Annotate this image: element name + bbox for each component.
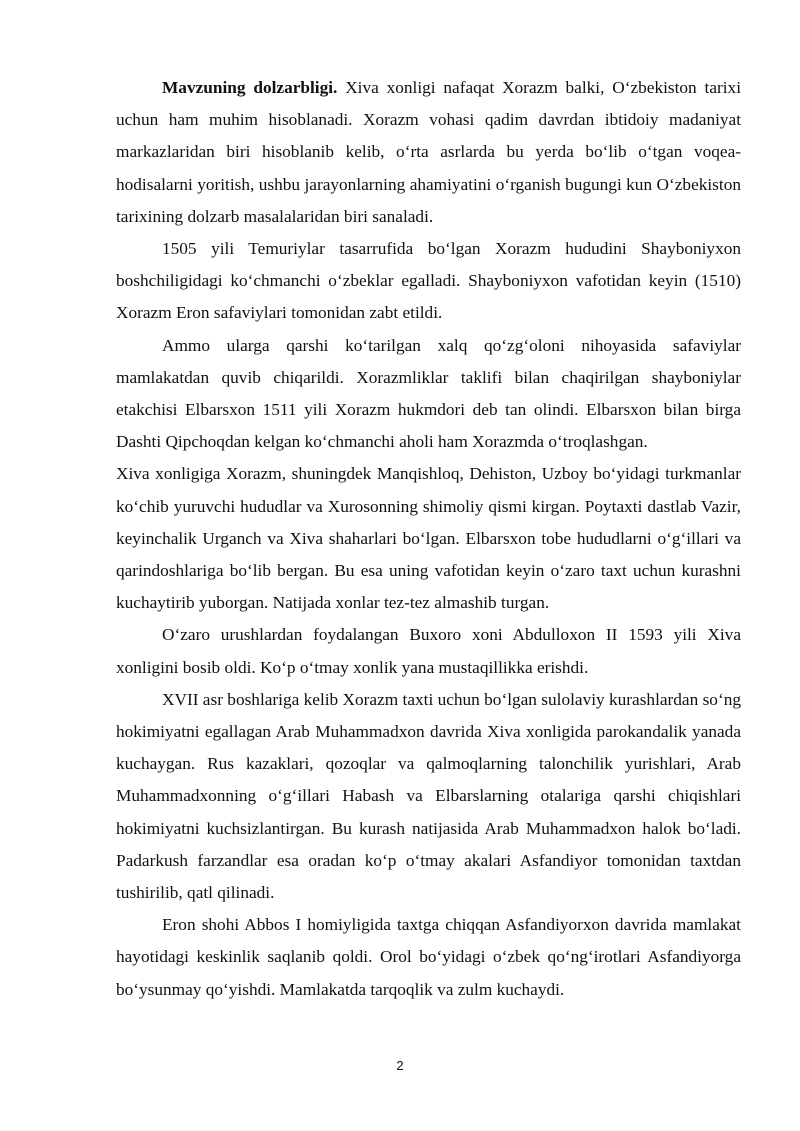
paragraph-relevance [116, 72, 741, 233]
page-number: 2 [396, 1058, 404, 1073]
paragraph-1505: 1505 yili Temuriylar tasarrufida bo‘lgan Xorazm hududini Shayboniyxon boshchiligidagi ko‘chmanchi o‘zbeklar egalladi. Shayboniyxon vafotidan keyin (1510) Xorazm Eron safaviylari tomonidan zabt etildi. [116, 239, 741, 323]
body-text [116, 72, 741, 1006]
paragraph-xvii-century: XVII asr boshlariga kelib Xorazm taxti uchun bo‘lgan sulolaviy kurashlardan so‘ng hokimiyatni egallagan Arab Muhammadxon davrida Xiva xonligida parokandalik yanada kuchaygan. Rus kazaklari, qozoqlar va qalmoqlarning talonchilik yurishlari, Arab Muhammadxonning o‘g‘illari Habash va Elbarslarning otalariga qarshi chiqishlari hokimiyatni kuchsizlantirgan. Bu kurash natijasida Arab Muhammadxon halok bo‘ladi. Padarkush farzandlar esa oradan ko‘p o‘tmay akalari Asfandiyor tomonidan taxtdan tushirilib, qatl qilinadi. [116, 689, 741, 903]
paragraph-uprising: Ammo ularga qarshi ko‘tarilgan xalq qo‘zg‘oloni nihoyasida safaviylar mamlakatdan quvib chiqarildi. Xorazmliklar taklifi bilan chaqirilgan shayboniylar etakchisi Elbarsxon 1511 yili Xorazm hukmdori deb tan olindi. Elbarsxon bilan birga Dashti Qipchoqdan kelgan ko‘chmanchi aholi ham Xorazmda o‘troqlashgan. [116, 335, 741, 452]
paragraph-territory: Xiva xonligiga Xorazm, shuningdek Manqishloq, Dehiston, Uzboy bo‘yidagi turkmanlar ko‘chib yuruvchi hududlar va Xurosonning shimoliy qismi kirgan. Poytaxti dastlab Vazir, keyinchalik Urganch va Xiva shaharlari bo‘lgan. Elbarsxon tobe hududlarni o‘g‘illari va qarindoshlariga bo‘lib bergan. Bu esa uning vafotidan keyin o‘zaro taxt uchun kurashni kuchaytirib yuborgan. Natijada xonlar tez-tez almashib turgan. [116, 464, 741, 613]
section-lead: Mavzuning dolzarbligi. [162, 78, 338, 97]
paragraph-bukhara: O‘zaro urushlardan foydalangan Buxoro xoni Abdulloxon II 1593 yili Xiva xonligini bosib oldi. Ko‘p o‘tmay xonlik yana mustaqillikka erishdi. [116, 625, 741, 677]
paragraph-text: Xiva xonligi nafaqat Xorazm balki, O‘zbekiston tarixi uchun ham muhim hisoblanadi. Xorazm vohasi qadim davrdan ibtidoiy madaniyat markazlaridan biri hisoblanib kelib, o‘rta asrlarda bu yerda bo‘lib o‘tgan voqea-hodisalarni yoritish, ushbu jarayonlarning ahamiyatini o‘rganish bugungi kun O‘zbekiston tarixining dolzarb masalalaridan biri sanaladi. [116, 78, 741, 226]
paragraph-asfandiyor: Eron shohi Abbos I homiyligida taxtga chiqqan Asfandiyorxon davrida mamlakat hayotidagi keskinlik saqlanib qoldi. Orol bo‘yidagi o‘zbek qo‘ng‘irotlari Asfandiyorga bo‘ysunmay qo‘yishdi. Mamlakatda tarqoqlik va zulm kuchaydi. [116, 915, 741, 999]
